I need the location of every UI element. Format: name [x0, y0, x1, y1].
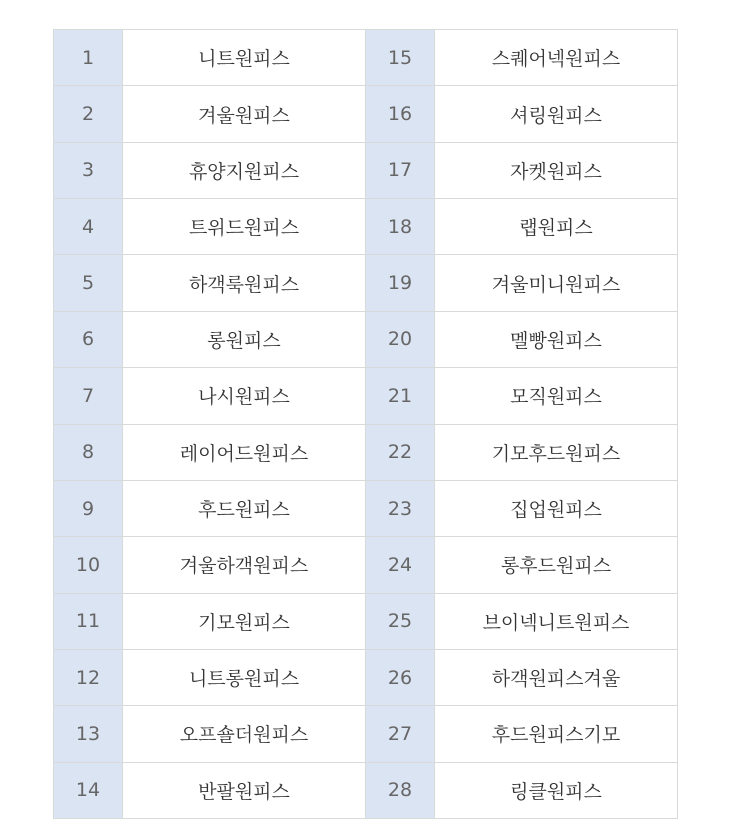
- left-keyword-cell: 니트롱원피스: [123, 649, 366, 705]
- table-row: [54, 142, 678, 198]
- right-rank-cell: 25: [366, 593, 435, 649]
- keyword-table-body: [54, 30, 678, 819]
- right-rank-cell: 19: [366, 255, 435, 311]
- left-rank-cell: 6: [54, 311, 123, 367]
- table-row: [54, 30, 678, 86]
- right-keyword-cell: 겨울미니원피스: [435, 255, 678, 311]
- right-rank-cell: 23: [366, 480, 435, 536]
- left-keyword-cell: 레이어드원피스: [123, 424, 366, 480]
- right-keyword-cell: 스퀘어넥원피스: [435, 30, 678, 86]
- right-rank-cell: 16: [366, 86, 435, 142]
- right-keyword-cell: 롱후드원피스: [435, 537, 678, 593]
- right-rank-cell: 21: [366, 368, 435, 424]
- right-keyword-cell: 링클원피스: [435, 762, 678, 818]
- table-row: [54, 537, 678, 593]
- left-keyword-cell: 롱원피스: [123, 311, 366, 367]
- left-rank-cell: 8: [54, 424, 123, 480]
- table-row: [54, 255, 678, 311]
- right-rank-cell: 20: [366, 311, 435, 367]
- table-row: [54, 593, 678, 649]
- table-row: [54, 424, 678, 480]
- right-keyword-cell: 집업원피스: [435, 480, 678, 536]
- table-row: [54, 649, 678, 705]
- right-keyword-cell: 멜빵원피스: [435, 311, 678, 367]
- right-rank-cell: 24: [366, 537, 435, 593]
- left-keyword-cell: 트위드원피스: [123, 199, 366, 255]
- right-keyword-cell: 셔링원피스: [435, 86, 678, 142]
- right-keyword-cell: 브이넥니트원피스: [435, 593, 678, 649]
- table-row: [54, 368, 678, 424]
- left-keyword-cell: 겨울하객원피스: [123, 537, 366, 593]
- table-row: [54, 86, 678, 142]
- right-keyword-cell: 자켓원피스: [435, 142, 678, 198]
- left-rank-cell: 13: [54, 706, 123, 762]
- right-keyword-cell: 기모후드원피스: [435, 424, 678, 480]
- table-row: [54, 199, 678, 255]
- left-rank-cell: 2: [54, 86, 123, 142]
- right-keyword-cell: 모직원피스: [435, 368, 678, 424]
- left-rank-cell: 10: [54, 537, 123, 593]
- left-keyword-cell: 기모원피스: [123, 593, 366, 649]
- left-keyword-cell: 나시원피스: [123, 368, 366, 424]
- table-row: [54, 706, 678, 762]
- left-rank-cell: 12: [54, 649, 123, 705]
- left-rank-cell: 9: [54, 480, 123, 536]
- table-row: [54, 311, 678, 367]
- left-rank-cell: 11: [54, 593, 123, 649]
- right-keyword-cell: 하객원피스겨울: [435, 649, 678, 705]
- right-rank-cell: 18: [366, 199, 435, 255]
- left-rank-cell: 7: [54, 368, 123, 424]
- left-rank-cell: 5: [54, 255, 123, 311]
- keyword-ranking-table: [53, 29, 678, 819]
- left-keyword-cell: 반팔원피스: [123, 762, 366, 818]
- left-keyword-cell: 후드원피스: [123, 480, 366, 536]
- table-row: [54, 480, 678, 536]
- table-row: [54, 762, 678, 818]
- left-rank-cell: 1: [54, 30, 123, 86]
- left-rank-cell: 4: [54, 199, 123, 255]
- right-rank-cell: 22: [366, 424, 435, 480]
- right-keyword-cell: 랩원피스: [435, 199, 678, 255]
- right-rank-cell: 26: [366, 649, 435, 705]
- left-keyword-cell: 하객룩원피스: [123, 255, 366, 311]
- right-keyword-cell: 후드원피스기모: [435, 706, 678, 762]
- left-rank-cell: 14: [54, 762, 123, 818]
- left-keyword-cell: 휴양지원피스: [123, 142, 366, 198]
- left-keyword-cell: 니트원피스: [123, 30, 366, 86]
- right-rank-cell: 17: [366, 142, 435, 198]
- left-rank-cell: 3: [54, 142, 123, 198]
- left-keyword-cell: 오프숄더원피스: [123, 706, 366, 762]
- right-rank-cell: 15: [366, 30, 435, 86]
- left-keyword-cell: 겨울원피스: [123, 86, 366, 142]
- right-rank-cell: 27: [366, 706, 435, 762]
- right-rank-cell: 28: [366, 762, 435, 818]
